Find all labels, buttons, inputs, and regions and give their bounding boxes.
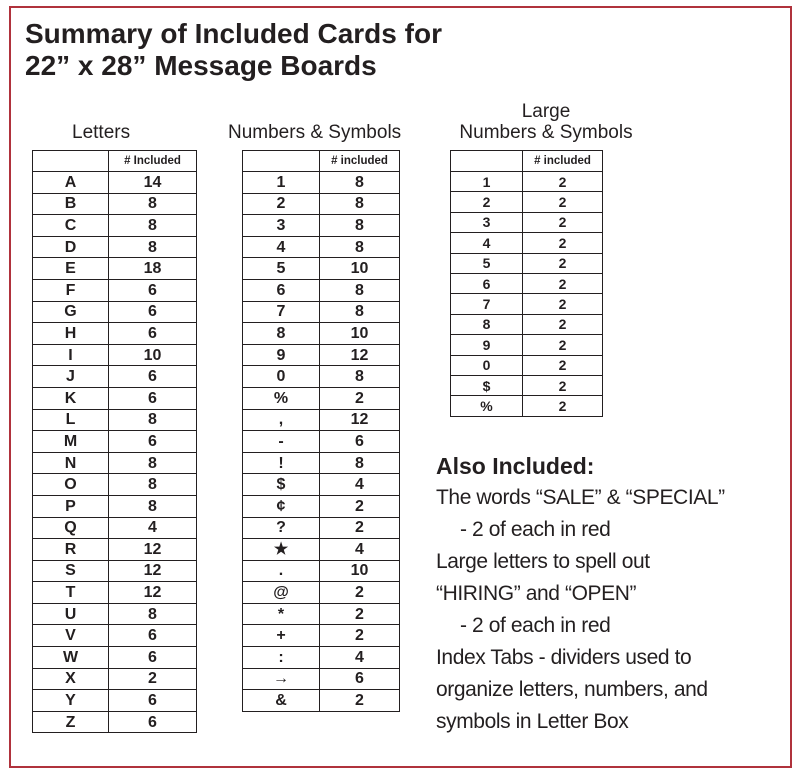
- card-symbol: W: [33, 647, 109, 669]
- card-count: 10: [320, 323, 400, 345]
- also-included-heading: Also Included:: [436, 453, 595, 479]
- also-line: symbols in Letter Box: [436, 710, 629, 733]
- card-symbol: .: [243, 560, 320, 582]
- table-row: [451, 375, 603, 395]
- table-row: [243, 495, 400, 517]
- table-row: [243, 366, 400, 388]
- card-symbol: →: [243, 668, 320, 690]
- card-count: 2: [523, 192, 603, 212]
- card-count: 8: [109, 215, 197, 237]
- table-row: [33, 603, 197, 625]
- card-symbol: $: [243, 474, 320, 496]
- card-symbol: 8: [243, 323, 320, 345]
- card-count: 18: [109, 258, 197, 280]
- table-header-row: [243, 151, 400, 172]
- included-col-header: # included: [320, 151, 400, 172]
- table-row: [243, 560, 400, 582]
- table-row: [243, 452, 400, 474]
- table-row: [33, 495, 197, 517]
- table-row: [243, 668, 400, 690]
- card-symbol: 1: [451, 172, 523, 192]
- card-symbol: 0: [243, 366, 320, 388]
- large-heading: [448, 101, 644, 143]
- card-symbol: !: [243, 452, 320, 474]
- card-count: 6: [109, 279, 197, 301]
- card-symbol: M: [33, 431, 109, 453]
- large-heading-line-2: Numbers & Symbols: [459, 122, 633, 143]
- card-count: 2: [523, 335, 603, 355]
- included-col-header: # included: [523, 151, 603, 172]
- table-row: [33, 517, 197, 539]
- card-count: 6: [109, 647, 197, 669]
- card-count: 4: [320, 539, 400, 561]
- card-count: 8: [320, 215, 400, 237]
- card-symbol: *: [243, 603, 320, 625]
- card-symbol: 7: [451, 294, 523, 314]
- table-row: [33, 452, 197, 474]
- card-count: 8: [109, 452, 197, 474]
- card-count: 6: [109, 387, 197, 409]
- card-count: 2: [320, 387, 400, 409]
- included-col-header: # Included: [109, 151, 197, 172]
- table-row: [451, 355, 603, 375]
- card-symbol: 3: [451, 212, 523, 232]
- table-row: [243, 258, 400, 280]
- table-row: [451, 172, 603, 192]
- card-count: 2: [320, 517, 400, 539]
- table-row: [451, 192, 603, 212]
- table-row: [243, 647, 400, 669]
- card-count: 2: [320, 495, 400, 517]
- card-count: 8: [109, 603, 197, 625]
- card-count: 10: [320, 258, 400, 280]
- table-row: [33, 711, 197, 733]
- card-symbol: 1: [243, 172, 320, 194]
- card-symbol: S: [33, 560, 109, 582]
- symbol-col-header: [243, 151, 320, 172]
- table-row: [243, 279, 400, 301]
- card-symbol: $: [451, 375, 523, 395]
- table-row: [33, 539, 197, 561]
- title-line-1: Summary of Included Cards for: [25, 18, 442, 49]
- table-row: [33, 323, 197, 345]
- card-count: 4: [320, 647, 400, 669]
- table-row: [33, 668, 197, 690]
- card-count: 8: [320, 236, 400, 258]
- card-symbol: H: [33, 323, 109, 345]
- card-count: 4: [320, 474, 400, 496]
- card-symbol: N: [33, 452, 109, 474]
- card-count: 8: [320, 366, 400, 388]
- card-count: 6: [109, 323, 197, 345]
- table-row: [243, 603, 400, 625]
- card-count: 2: [320, 690, 400, 712]
- card-count: 2: [523, 355, 603, 375]
- numbers-heading: Numbers & Symbols: [228, 122, 402, 143]
- card-count: 6: [320, 431, 400, 453]
- title-line-2: 22” x 28” Message Boards: [25, 50, 377, 81]
- card-symbol: L: [33, 409, 109, 431]
- card-count: 8: [320, 452, 400, 474]
- table-row: [243, 409, 400, 431]
- card-symbol: 4: [243, 236, 320, 258]
- card-count: 12: [320, 409, 400, 431]
- card-count: 10: [109, 344, 197, 366]
- card-count: 2: [523, 273, 603, 293]
- card-count: 8: [320, 279, 400, 301]
- table-row: [243, 236, 400, 258]
- table-row: [33, 366, 197, 388]
- card-symbol: 5: [451, 253, 523, 273]
- also-line: - 2 of each in red: [460, 518, 611, 541]
- card-symbol: T: [33, 582, 109, 604]
- card-symbol: B: [33, 193, 109, 215]
- table-row: [451, 233, 603, 253]
- card-count: 6: [109, 301, 197, 323]
- card-count: 6: [320, 668, 400, 690]
- letters-table: [32, 150, 197, 733]
- card-count: 12: [320, 344, 400, 366]
- card-count: 6: [109, 625, 197, 647]
- card-count: 2: [523, 233, 603, 253]
- card-count: 14: [109, 172, 197, 194]
- card-symbol: D: [33, 236, 109, 258]
- card-symbol: 9: [243, 344, 320, 366]
- table-row: [451, 396, 603, 416]
- card-count: 2: [109, 668, 197, 690]
- table-row: [243, 582, 400, 604]
- card-symbol: P: [33, 495, 109, 517]
- card-count: 2: [523, 294, 603, 314]
- card-symbol: J: [33, 366, 109, 388]
- table-row: [33, 582, 197, 604]
- card-symbol: F: [33, 279, 109, 301]
- table-row: [243, 431, 400, 453]
- table-row: [243, 625, 400, 647]
- table-row: [33, 172, 197, 194]
- table-row: [451, 273, 603, 293]
- table-row: [451, 314, 603, 334]
- card-count: 12: [109, 560, 197, 582]
- card-symbol: 2: [243, 193, 320, 215]
- table-row: [243, 539, 400, 561]
- card-symbol: A: [33, 172, 109, 194]
- also-line: Large letters to spell out: [436, 550, 650, 573]
- card-count: 2: [523, 172, 603, 192]
- card-symbol: 3: [243, 215, 320, 237]
- card-count: 2: [523, 212, 603, 232]
- table-row: [243, 344, 400, 366]
- card-symbol: K: [33, 387, 109, 409]
- table-header-row: [451, 151, 603, 172]
- card-count: 8: [320, 301, 400, 323]
- card-symbol: 7: [243, 301, 320, 323]
- card-symbol: %: [451, 396, 523, 416]
- large-numbers-table: [450, 150, 603, 417]
- card-count: 8: [109, 236, 197, 258]
- card-symbol: %: [243, 387, 320, 409]
- table-row: [33, 647, 197, 669]
- large-heading-line-1: Large: [521, 101, 571, 122]
- table-row: [33, 301, 197, 323]
- card-count: 12: [109, 582, 197, 604]
- card-count: 8: [109, 409, 197, 431]
- card-symbol: 9: [451, 335, 523, 355]
- table-row: [33, 344, 197, 366]
- card-count: 2: [523, 396, 603, 416]
- table-row: [243, 690, 400, 712]
- card-symbol: 8: [451, 314, 523, 334]
- table-row: [451, 294, 603, 314]
- card-count: 8: [320, 193, 400, 215]
- card-symbol: ¢: [243, 495, 320, 517]
- card-symbol: O: [33, 474, 109, 496]
- card-symbol: 6: [451, 273, 523, 293]
- card-symbol: R: [33, 539, 109, 561]
- card-symbol: -: [243, 431, 320, 453]
- table-row: [243, 172, 400, 194]
- card-count: 6: [109, 690, 197, 712]
- also-line: Index Tabs - dividers used to: [436, 646, 692, 669]
- card-count: 2: [320, 625, 400, 647]
- card-count: 10: [320, 560, 400, 582]
- table-row: [243, 517, 400, 539]
- page-title: [25, 18, 442, 82]
- table-row: [33, 431, 197, 453]
- table-row: [33, 279, 197, 301]
- card-symbol: X: [33, 668, 109, 690]
- card-symbol: ?: [243, 517, 320, 539]
- table-row: [243, 193, 400, 215]
- card-symbol: 5: [243, 258, 320, 280]
- table-row: [33, 387, 197, 409]
- card-symbol: @: [243, 582, 320, 604]
- card-symbol: ,: [243, 409, 320, 431]
- also-included-section: [436, 451, 786, 738]
- table-row: [243, 474, 400, 496]
- table-header-row: [33, 151, 197, 172]
- also-line: The words “SALE” & “SPECIAL”: [436, 486, 725, 509]
- table-row: [243, 387, 400, 409]
- table-row: [33, 258, 197, 280]
- letters-heading: Letters: [72, 122, 131, 143]
- card-count: 4: [109, 517, 197, 539]
- table-row: [33, 409, 197, 431]
- card-count: 8: [109, 193, 197, 215]
- table-row: [451, 212, 603, 232]
- card-symbol: :: [243, 647, 320, 669]
- card-count: 8: [320, 172, 400, 194]
- also-line: “HIRING” and “OPEN”: [436, 582, 637, 605]
- card-count: 2: [523, 253, 603, 273]
- table-row: [33, 474, 197, 496]
- card-count: 8: [109, 495, 197, 517]
- table-row: [33, 625, 197, 647]
- table-row: [243, 301, 400, 323]
- card-symbol: Z: [33, 711, 109, 733]
- card-symbol: 2: [451, 192, 523, 212]
- also-line: organize letters, numbers, and: [436, 678, 708, 701]
- card-symbol: &: [243, 690, 320, 712]
- table-row: [451, 335, 603, 355]
- card-symbol: 4: [451, 233, 523, 253]
- card-symbol: G: [33, 301, 109, 323]
- card-count: 6: [109, 366, 197, 388]
- card-symbol: Y: [33, 690, 109, 712]
- table-row: [243, 215, 400, 237]
- table-row: [33, 560, 197, 582]
- table-row: [33, 215, 197, 237]
- card-count: 2: [320, 582, 400, 604]
- table-row: [33, 690, 197, 712]
- table-row: [33, 193, 197, 215]
- card-symbol: 6: [243, 279, 320, 301]
- card-count: 6: [109, 431, 197, 453]
- also-line: - 2 of each in red: [460, 614, 611, 637]
- table-row: [33, 236, 197, 258]
- card-symbol: V: [33, 625, 109, 647]
- card-count: 2: [320, 603, 400, 625]
- card-symbol: I: [33, 344, 109, 366]
- card-symbol: Q: [33, 517, 109, 539]
- card-count: 2: [523, 314, 603, 334]
- table-row: [451, 253, 603, 273]
- symbol-col-header: [451, 151, 523, 172]
- card-count: 8: [109, 474, 197, 496]
- numbers-table: [242, 150, 400, 712]
- card-count: 2: [523, 375, 603, 395]
- table-row: [243, 323, 400, 345]
- letter-col-header: [33, 151, 109, 172]
- card-count: 6: [109, 711, 197, 733]
- card-symbol: E: [33, 258, 109, 280]
- card-symbol: ★: [243, 539, 320, 561]
- card-symbol: U: [33, 603, 109, 625]
- card-symbol: C: [33, 215, 109, 237]
- card-symbol: +: [243, 625, 320, 647]
- card-count: 12: [109, 539, 197, 561]
- card-symbol: 0: [451, 355, 523, 375]
